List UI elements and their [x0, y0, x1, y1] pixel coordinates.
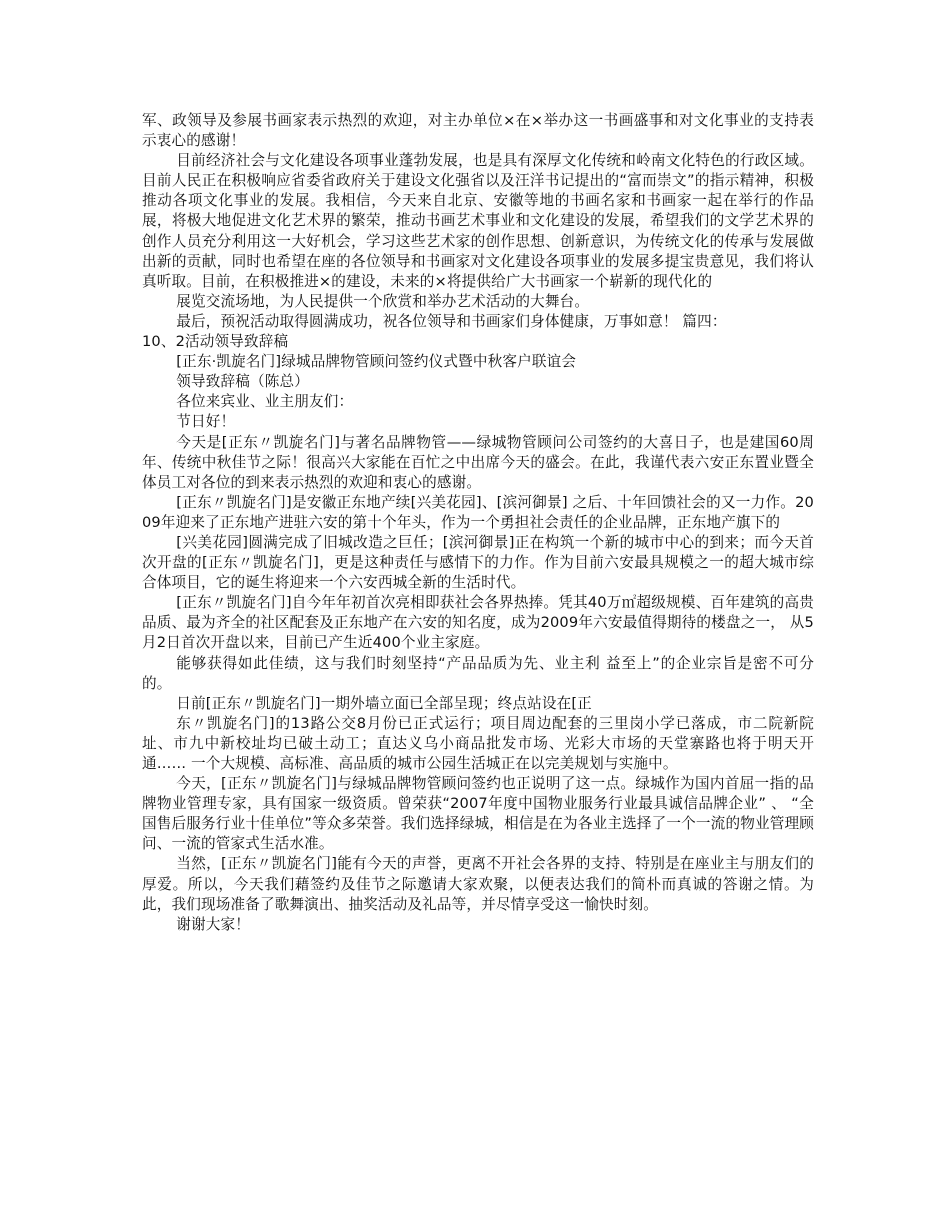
paragraph-18: 当然，[正东〃凯旋名门]能有今天的声誉，更离不开社会各界的支持、特别是在座业主与朋友们的厚爱。所以，今天我们藉签约及佳节之际邀请大家欢聚，以便表达我们的简朴而真诚的答谢之情。为此，我们现场准备了歌舞演出、抽奖活动及礼品等，并尽情享受这一愉快时刻。 — [142, 855, 814, 913]
paragraph-2: 目前经济社会与文化建设各项事业蓬勃发展，也是具有深厚文化传统和岭南文化特色的行政区域。目前人民正在积极响应省委省政府关于建设文化强省以及汪洋书记提出的“富而崇文”的指示精神，积极推动各项文化事业的发展。我相信，今天来自北京、安徽等地的书画名家和书画家一起在举行的作品展，将极大地促进文化艺术界的繁荣，推动书画艺术事业和文化建设的发展，希望我们的文学艺术界的创作人员充分利用这一大好机会，学习这些艺术家的创作思想、创新意识，为传统文化的传承与发展做出新的贡献，同时也希望在座的各位领导和书画家对文化建设各项事业的发展多提宝贵意见，我们将认真听取。目前，在积极推进×的建设，未来的×将提供给广大书画家一个崭新的现代化的 — [142, 152, 814, 290]
document-page — [142, 111, 814, 935]
paragraph-12: [兴美花园]圆满完成了旧城改造之巨任；[滨河御景]正在构筑一个新的城市中心的到来；而今天首次开盘的[正东〃凯旋名门]，更是这种责任与感情下的力作。作为目前六安最具规模之一的超大城市综合体项目，它的诞生将迎来一个六安西城全新的生活时代。 — [142, 533, 814, 592]
salutation: 各位来宾业、业主朋友们： — [176, 393, 354, 411]
paragraph-11: [正东〃凯旋名门]是安徽正东地产续[兴美花园]、[滨河御景] 之后、十年回馈社会的又一力作。2009年迎来了正东地产进驻六安的第十个年头，作为一个勇担社会责任的企业品牌，正东地产旗下的 — [142, 493, 814, 531]
paragraph-16: 东〃凯旋名门]的13路公交8月份已正式运行；项目周边配套的三里岗小学已落成，市二院新院址、市九中新校址均已破土动工；直达义乌小商品批发市场、光彩大市场的天堂寨路也将于明天开通…… 一个大规模、高标准、高品质的城市公园生活城正在以完美规划与实施中。 — [142, 714, 814, 772]
paragraph-10: 今天是[正东〃凯旋名门]与著名品牌物管——绿城物管顾问公司签约的大喜日子，也是建国60周年、传统中秋佳节之际！很高兴大家能在百忙之中出席今天的盛会。在此，我谨代表六安正东置业暨全体员工对各位的到来表示热烈的欢迎和衷心的感谢。 — [142, 433, 814, 491]
speech-subtitle: 领导致辞稿（陈总） — [176, 373, 309, 391]
closing-thanks: 谢谢大家！ — [176, 915, 251, 933]
paragraph-4: 最后，预祝活动取得圆满成功，祝各位领导和书画家们身体健康，万事如意！ 篇四： — [176, 312, 727, 330]
paragraph-1: 军、政领导及参展书画家表示热烈的欢迎，对主办单位×在×举办这一书画盛事和对文化事业的支持表示衷心的感谢！ — [142, 112, 814, 150]
paragraph-15: 日前[正东〃凯旋名门]一期外墙立面已全部呈现；终点站设在[正 — [176, 694, 592, 712]
paragraph-3: 展览交流场地，为人民提供一个欣赏和举办艺术活动的大舞台。 — [176, 292, 590, 310]
section-heading: 10、2活动领导致辞稿 — [142, 333, 289, 351]
paragraph-13: [正东〃凯旋名门]自今年年初首次亮相即获社会各界热捧。凭其40万㎡超级规模、百年建筑的高贵品质、最为齐全的社区配套及正东地产在六安的知名度，成为2009年六安最值得期待的楼盘之一， 从5月2日首次开盘以来，目前已产生近400个业主家庭。 — [142, 594, 814, 652]
greeting: 节日好！ — [176, 413, 236, 431]
event-title: [正东·凯旋名门]绿城品牌物管顾问签约仪式暨中秋客户联谊会 — [176, 353, 577, 371]
paragraph-17: 今天，[正东〃凯旋名门]与绿城品牌物管顾问签约也正说明了这一点。绿城作为国内首屈一指的品牌物业管理专家，具有国家一级资质。曾荣获“2007年度中国物业服务行业最具诚信品牌企业” 、 “全国售后服务行业十佳单位”等众多荣誉。我们选择绿城，相信是在为各业主选择了一个一流的物业管理顾问、一流的管家式生活水准。 — [142, 775, 814, 853]
paragraph-14: 能够获得如此佳绩，这与我们时刻坚持“产品品质为先、业主利 益至上”的企业宗旨是密不可分的。 — [142, 654, 814, 692]
